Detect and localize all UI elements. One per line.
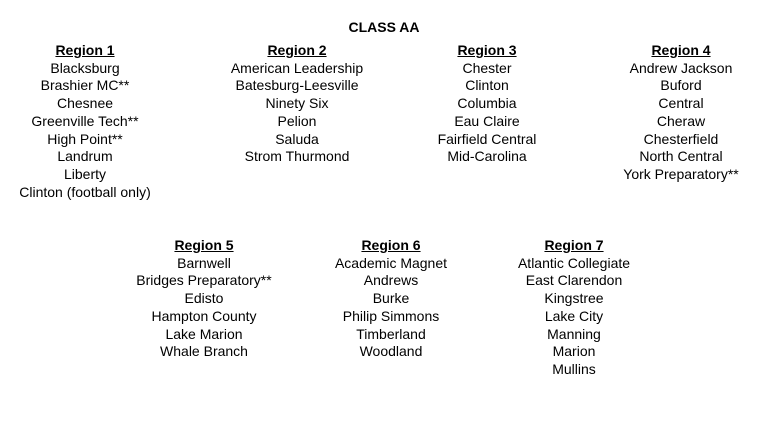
region-heading: Region 5: [174, 237, 234, 253]
school-name: Pelion: [277, 112, 317, 129]
school-name: Lake City: [544, 307, 604, 324]
school-name: Eau Claire: [454, 112, 520, 129]
school-name: Batesburg-Leesville: [235, 77, 359, 94]
school-name: Woodland: [359, 343, 423, 360]
region-5-column: [104, 237, 304, 361]
school-name: Burke: [372, 290, 410, 307]
region-heading: Region 3: [457, 42, 517, 58]
region-7-column: [474, 237, 674, 379]
school-name: York Preparatory**: [623, 165, 739, 182]
school-name: Marion: [552, 343, 596, 360]
region-4-column: [581, 42, 768, 184]
region-heading: Region 2: [267, 42, 327, 58]
school-name: Philip Simmons: [342, 307, 440, 324]
school-name: Lake Marion: [165, 325, 243, 342]
school-name: Chester: [462, 59, 512, 76]
school-name: Hampton County: [151, 307, 257, 324]
region-3-column: [387, 42, 587, 166]
school-name: Manning: [547, 325, 601, 342]
school-name: Cheraw: [656, 112, 706, 129]
school-name: Atlantic Collegiate: [517, 254, 631, 271]
region-heading: Region 7: [544, 237, 604, 253]
school-name: American Leadership: [230, 59, 364, 76]
school-name: Clinton: [465, 77, 509, 94]
school-name: Liberty: [63, 165, 107, 182]
region-heading: Region 1: [55, 42, 115, 58]
region-heading: Region 4: [651, 42, 711, 58]
school-name: Fairfield Central: [437, 130, 537, 147]
school-name: Buford: [660, 77, 702, 94]
region-6-column: [291, 237, 491, 361]
region-2-column: [197, 42, 397, 166]
school-name: Central: [658, 95, 704, 112]
school-name: Columbia: [457, 95, 517, 112]
school-name: Andrew Jackson: [629, 59, 733, 76]
school-name: North Central: [639, 148, 723, 165]
page-title: CLASS AA: [348, 19, 420, 35]
school-name: Timberland: [356, 325, 426, 342]
school-name: Blacksburg: [50, 59, 120, 76]
school-name: Chesnee: [56, 95, 114, 112]
school-name: Strom Thurmond: [244, 148, 350, 165]
school-name: Academic Magnet: [334, 254, 448, 271]
school-name: Whale Branch: [160, 343, 248, 360]
school-name: Landrum: [57, 148, 113, 165]
region-1-column: [0, 42, 185, 201]
school-name: Barnwell: [177, 254, 231, 271]
school-name: Brashier MC**: [40, 77, 130, 94]
school-name: Edisto: [184, 290, 224, 307]
school-name: Kingstree: [544, 290, 604, 307]
school-name: East Clarendon: [525, 272, 623, 289]
school-name: Ninety Six: [265, 95, 329, 112]
school-name: Bridges Preparatory**: [136, 272, 272, 289]
school-name: High Point**: [47, 130, 123, 147]
school-name: Mid-Carolina: [447, 148, 527, 165]
region-heading: Region 6: [361, 237, 421, 253]
school-name: Mullins: [552, 360, 596, 377]
school-name: Greenville Tech**: [31, 112, 139, 129]
school-name: Clinton (football only): [19, 183, 151, 200]
school-name: Chesterfield: [643, 130, 719, 147]
school-name: Saluda: [275, 130, 319, 147]
school-name: Andrews: [363, 272, 419, 289]
